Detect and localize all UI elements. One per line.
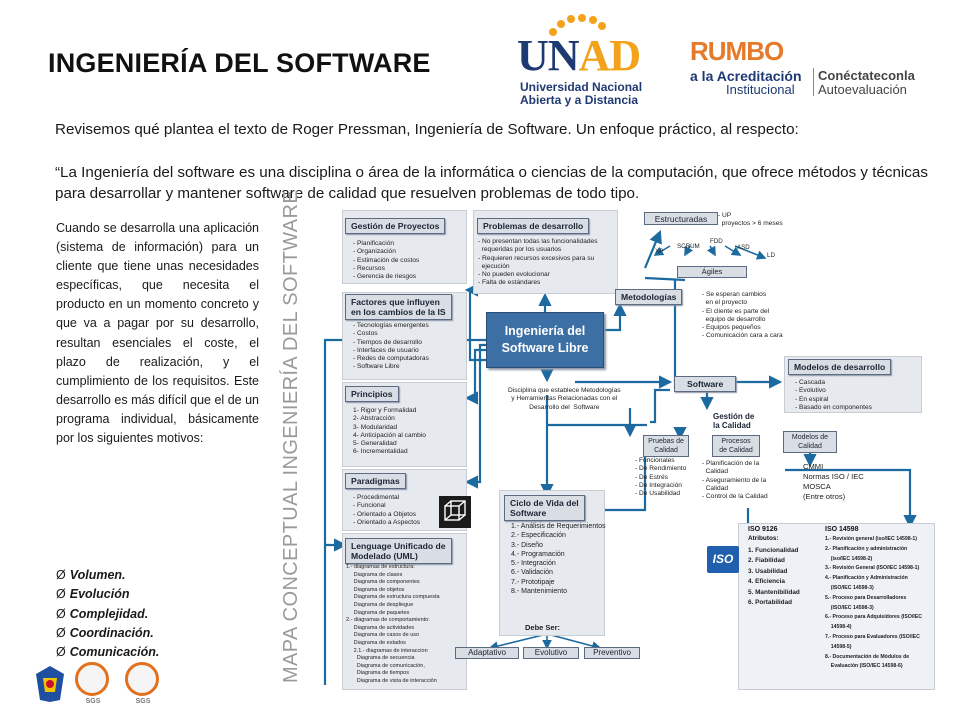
check-seal-icon (75, 662, 109, 696)
metodologias-title: Metodologías (615, 289, 682, 305)
sgs-seal-2: SGS (123, 662, 163, 706)
preventivo-box: Preventivo (584, 647, 640, 659)
rumbo-right-line1: Conéctateconla (818, 68, 915, 83)
motives-list (56, 566, 159, 662)
procesos-items: - Planificación de la Calidad - Aseguramiento de la Calidad - Control de la Calidad (702, 460, 768, 501)
principios-title: Principios (345, 386, 399, 402)
page-title: INGENIERÍA DEL SOFTWARE (48, 48, 431, 78)
modelos-calidad-items: CMMI Normas ISO / IEC MOSCA (Entre otros) (803, 462, 864, 501)
factores-items: - Tecnologías emergentes - Costos - Tiempos de desarrollo - Interfaces de usuario - Redes de computadoras - Software Libre (353, 322, 429, 371)
uml-items: 1.- diagramas de estructura: Diagrama de clases Diagrama de componentes Diagrama de objetos Diagrama de estructura compuesta Diagrama de despliegue Diagrama de paquetes 2.- diagramas de comportamiento: Diagrama de actividades Diagrama de casos de uso Diagrama de estados 2.1.- diagramas de interaccion Diagrama de secuencia Diagrama de comunicación, Diagrama de tiempos Diagrama de vista de interacción (346, 564, 440, 684)
list-item: Ø Complejidad. (56, 606, 149, 621)
principios-items: 1- Rigor y Formalidad 2- Abstracción 3- Modularidad 4- Anticipación al cambio 5- Generalidad 6- Incrementalidad (353, 407, 426, 456)
estructuradas-note: - UP proyectos > 6 meses (718, 212, 783, 228)
modelos-calidad-box: Modelos de Calidad (783, 431, 837, 453)
software-node: Software (674, 376, 736, 392)
ciclo-vida-title: Ciclo de Vida del Software (504, 495, 585, 521)
check-seal-icon (125, 662, 159, 696)
ciclo-vida-items: 1.- Análisis de Requerimientos 2.- Especificación 3.- Diseño 4.- Programación 5.- Integración 6.- Validación 7.- Prototipaje 8.- Mantenimiento (511, 523, 606, 596)
pruebas-items: - Funcionales - De Rendimiento - De Estrés - De Integración - De Usabilidad (635, 457, 687, 498)
iso14598-items: 1.- Revisión general (iso/IEC 14598-1) 2.- Planificación y administración (iso/IEC 14598-2) 3.- Revisión General (ISO/IEC 14598-1) 4.- Planificación y Administración (ISO/IEC 14598-3) 5.- Proceso para Desarrolladores (ISO/IEC 14598-3) 6.- Proceso para Adquisidores (ISO/IEC 14598-4) 7.- Proceso para Evaluadores (ISO/IEC 14598-5) 8.- Documentación de Módulos de Evaluación (ISO/IEC 14598-6) (825, 536, 922, 670)
concept-map (315, 210, 940, 690)
center-caption: Disciplina que establece Metodologías y Herramientas Relacionadas con el Desarrollo del Software (508, 387, 621, 411)
rumbo-line1: a la Acreditación (690, 68, 802, 84)
unad-wordmark: UNAD (517, 31, 641, 80)
factores-title: Factores que influyen en los cambios de la IS (345, 294, 452, 320)
rumbo-line2: Institucional (726, 82, 795, 97)
rumbo-divider (813, 68, 814, 96)
problemas-items: - No presentan todas las funcionalidades requeridas por los usuarios - Requieren recursos excesivos para su ejecución - No pueden evolucionar - Falta de estándares (478, 238, 598, 287)
uml-title: Lenguage Unificado de Modelado (UML) (345, 538, 452, 564)
unad-line2: Abierta y a Distancia (520, 93, 639, 107)
paradigmas-items: - Procedimental - Funcional - Orientado a Objetos - Orientado a Aspectos (353, 494, 421, 526)
debe-ser-label: Debe Ser: (525, 623, 561, 632)
list-item: Ø Comunicación. (56, 645, 160, 660)
modelos-desarrollo-title: Modelos de desarrollo (788, 359, 891, 375)
list-item: Ø Volumen. (56, 568, 126, 582)
rumbo-logo (688, 34, 928, 98)
iso9126-items: 1. Funcionalidad 2. Fiabilidad 3. Usabilidad 4. Eficiencia 5. Mantenibilidad 6. Portabilidad (748, 547, 800, 607)
gestion-calidad-title: Gestión de la Calidad (713, 412, 755, 430)
estructuradas-box: Estructuradas (644, 212, 718, 225)
iso-logo-icon: ISO (707, 546, 739, 573)
procesos-calidad-box: Procesos de Calidad (712, 435, 760, 457)
intro-text: Revisemos qué plantea el texto de Roger Pressman, Ingeniería de Software. Un enfoque práctico, al respecto: (55, 121, 799, 138)
agile-tag-ld: LD (767, 252, 775, 259)
adaptativo-box: Adaptativo (455, 647, 519, 659)
pressman-quote: “La Ingeniería del software es una disciplina o área de la informática o ciencias de la computación, que ofrece métodos y técnicas para desarrollar y mantener software de calidad que resuelven problemas de todo tipo. (55, 164, 928, 202)
list-item: Ø Coordinación. (56, 625, 154, 640)
agiles-box: Ágiles (677, 266, 747, 278)
modelos-desarrollo-items: - Cascada - Evolutivo - En espiral - Basado en componentes (795, 379, 872, 411)
colombia-emblem-icon (33, 664, 67, 704)
footer-logos (33, 660, 183, 712)
agile-tag-xp: XP (655, 248, 664, 255)
agile-tag-asd: ASD (737, 244, 750, 251)
list-item: Ø Evolución (56, 587, 130, 602)
unad-logo (517, 12, 643, 107)
rumbo-right-line2: Autoevaluación (818, 82, 907, 97)
vertical-map-label: MAPA CONCEPTUAL INGENIERÍA DEL SOFTWARE (280, 189, 302, 683)
paradigmas-title: Paradigmas (345, 473, 406, 489)
rumbo-wordmark: RUMBO (690, 36, 784, 66)
unad-line1: Universidad Nacional (520, 80, 643, 94)
iso9126-title: ISO 9126 (748, 526, 778, 533)
agile-tag-scrum: SCRUM (677, 243, 700, 250)
pruebas-calidad-box: Pruebas de Calidad (643, 435, 689, 457)
agiles-note: - Se esperan cambios en el proyecto - El cliente es parte del equipo de desarrollo - Equipos pequeños - Comunicación cara a cara (702, 291, 783, 340)
sgs-seal-1: SGS (73, 662, 113, 706)
gestion-proyectos-title: Gestión de Proyectos (345, 218, 445, 234)
object-cube-icon (439, 496, 471, 528)
iso14598-title: ISO 14598 (825, 526, 859, 533)
evolutivo-box: Evolutivo (523, 647, 579, 659)
center-concept: Ingeniería del Software Libre (486, 312, 604, 368)
iso9126-subtitle: Atributos: (748, 535, 779, 542)
problemas-title: Problemas de desarrollo (477, 218, 589, 234)
body-paragraph: Cuando se desarrolla una aplicación (sistema de información) para un cliente que tiene unas necesidades específicas, que necesita el producto en un momento concreto y que va a pagar por su desarrollo, resultan esenciales el coste, el plazo de realización, y el cumplimiento de los requisitos. Este desarrollo es más difícil que el de un programa individual, básicamente por los siguientes motivos: (56, 221, 259, 446)
agile-tag-fdd: FDD (710, 238, 723, 245)
gestion-proyectos-items: - Planificación - Organización - Estimación de costos - Recursos - Gerencia de riesgos (353, 240, 420, 281)
